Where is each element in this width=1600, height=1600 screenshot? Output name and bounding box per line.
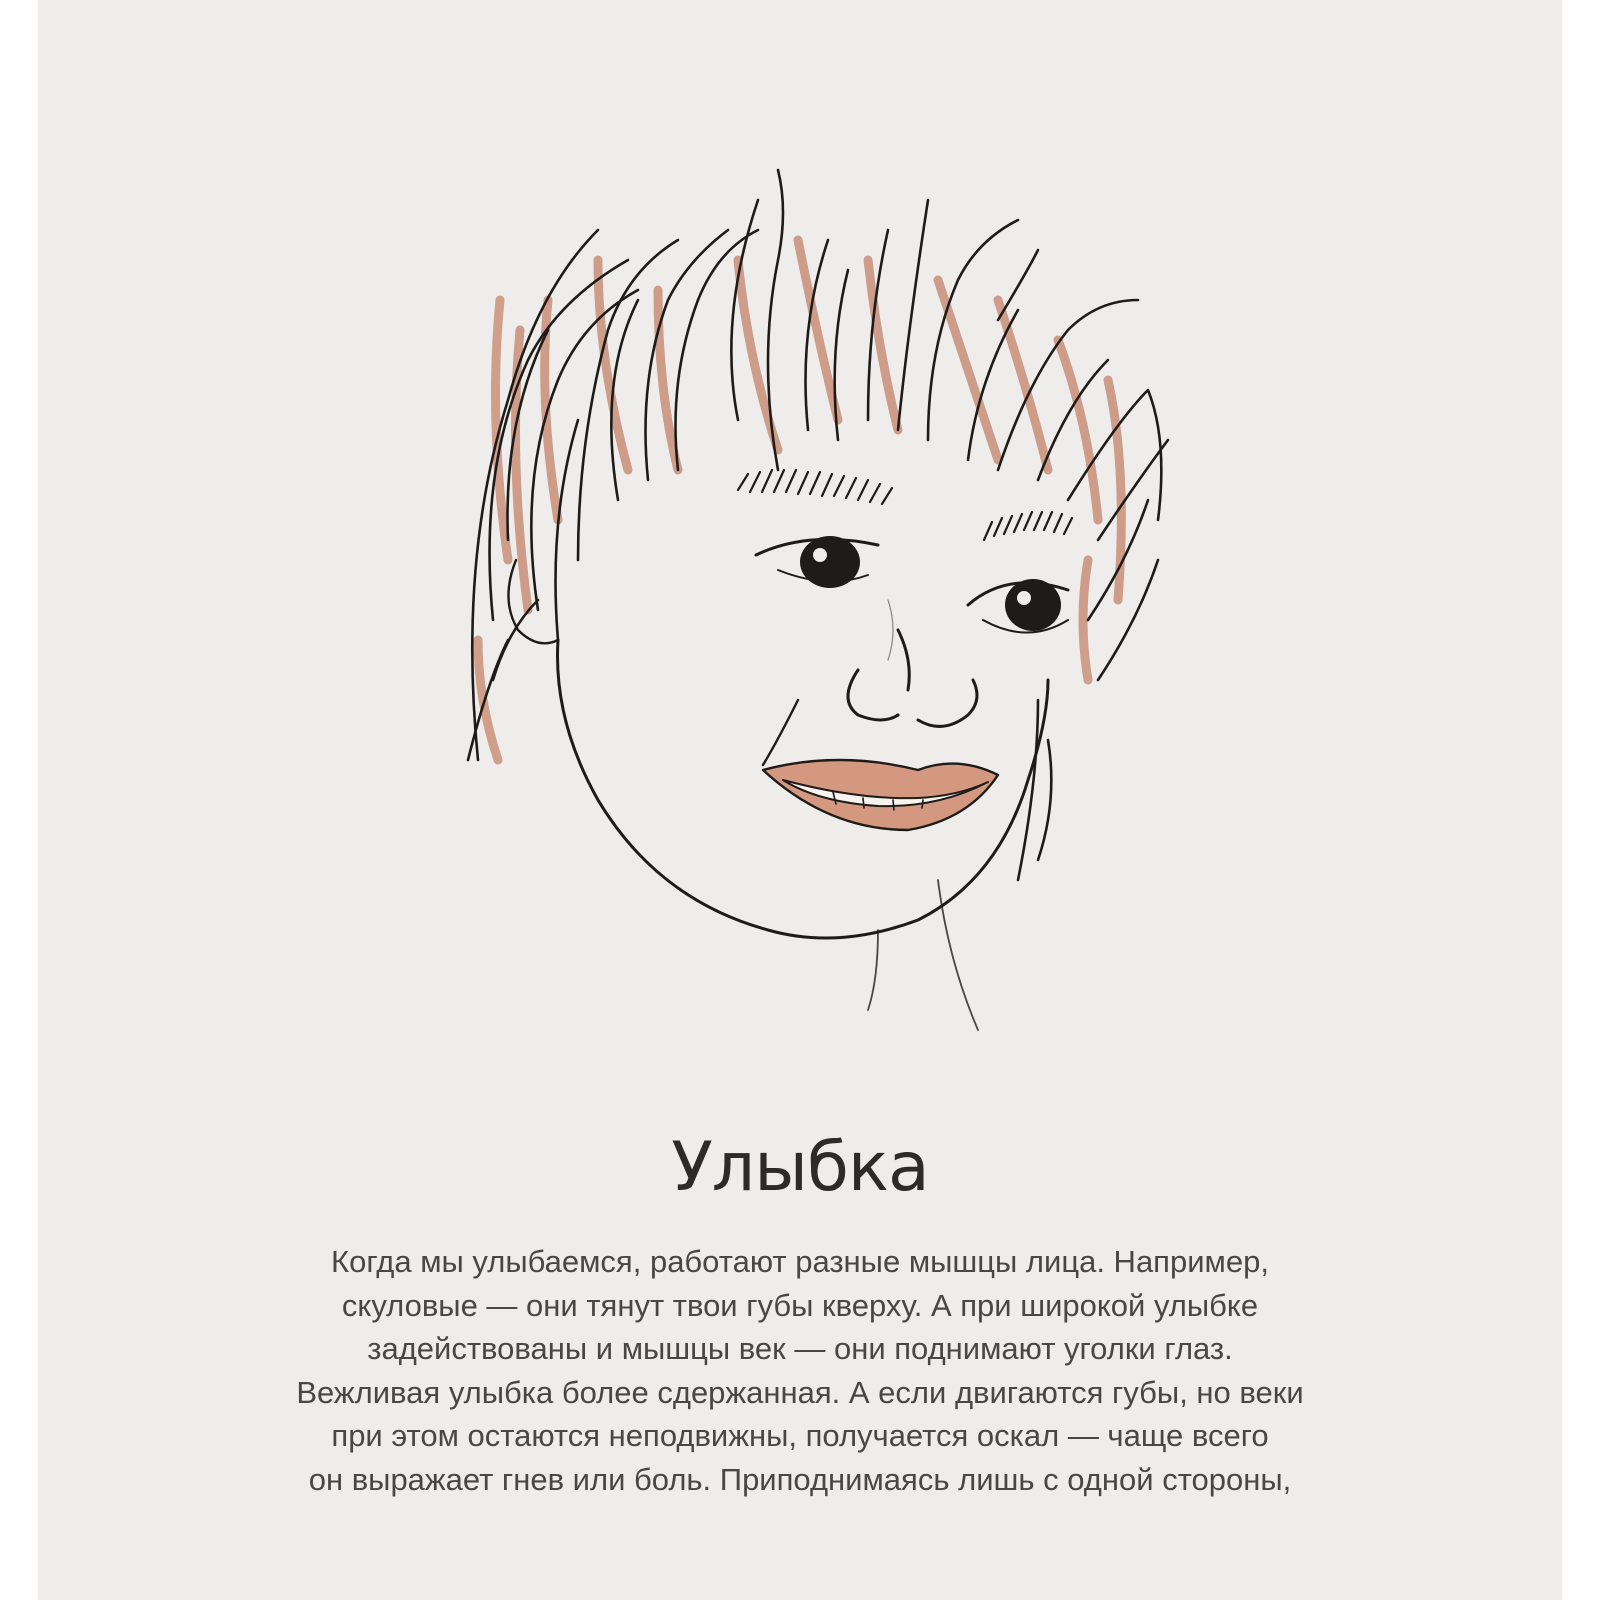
page-title: Улыбка	[671, 1128, 929, 1207]
hair-accent-strokes	[478, 240, 1121, 760]
cheek-line	[763, 700, 798, 765]
text-line: задействованы и мышцы век — они поднимают уголки глаз.	[367, 1331, 1233, 1366]
text-line: Вежливая улыбка более сдержанная. А если двигаются губы, но веки	[296, 1374, 1304, 1410]
nose	[848, 630, 977, 726]
text-line: Когда мы улыбаемся, работают разные мышцы лица. Например,	[331, 1244, 1269, 1279]
smiling-face-illustration	[38, 0, 1562, 1100]
smiling-mouth	[763, 760, 998, 830]
text-line: при этом остаются неподвижны, получается оскал — чаще всего	[331, 1418, 1269, 1453]
eyes	[756, 536, 1068, 633]
eyebrows	[738, 470, 1072, 540]
text-line: скуловые — они тянут твои губы кверху. А при широкой улыбке	[341, 1287, 1259, 1323]
book-page	[38, 0, 1562, 1600]
neck	[868, 880, 978, 1030]
text-line: он выражает гнев или боль. Приподнимаясь лишь с одной стороны,	[308, 1461, 1292, 1497]
body-paragraph	[148, 1240, 1452, 1501]
